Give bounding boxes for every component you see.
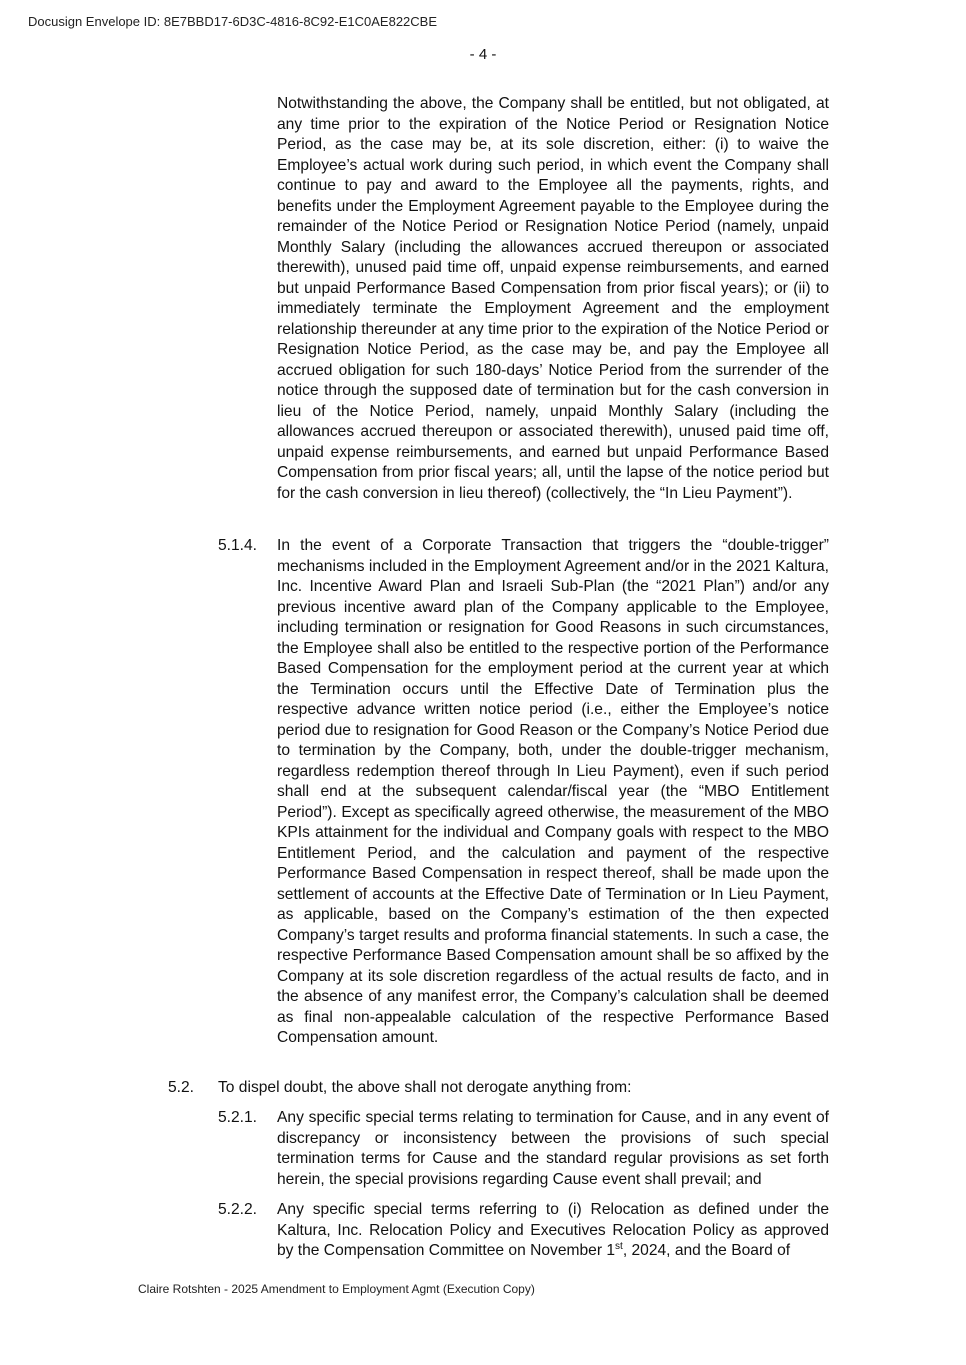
- section-5-2-2-text: [277, 1200, 829, 1262]
- docusign-envelope-id: Docusign Envelope ID: 8E7BBD17-6D3C-4816-8C92-E1C0AE822CBE: [28, 14, 438, 29]
- continuation-paragraph: Notwithstanding the above, the Company shall be entitled, but not obligated, at any time prior to the expiration of the Notice Period or Resignation Notice Period, as the case may be, at its sole discretion, either: (i) to waive the Employee’s actual work during such period, in which event the Company shall continue to pay and award to the Employee all the payments, rights, and benefits under the Employment Agreement payable to the Employee during the remainder of the Notice Period or Resignation Notice Period (namely, unpaid Monthly Salary (including the allowances accrued thereupon or associated therewith), unused paid time off, unpaid expense reimbursements, and earned but unpaid Performance Based Compensation from prior fiscal years); or (ii) to immediately terminate the Employment Agreement and the employment relationship thereunder at any time prior to the expiration of the Notice Period or Resignation Notice Period, as the case may be, and pay the Employee all accrued obligation for such 180-days’ Notice Period from the surrender of the notice through the supposed date of termination but for the cash conversion in lieu of the Notice Period, namely, unpaid Monthly Salary (including the allowances accrued thereupon or associated therewith), unused paid time off, unpaid expense reimbursements, and earned but unpaid Performance Based Compensation from prior fiscal years; all, until the lapse of the notice period but for the cash conversion in lieu thereof) (collectively, the “In Lieu Payment”).: [277, 95, 829, 502]
- section-5-2-text: To dispel doubt, the above shall not derogate anything from:: [218, 1079, 632, 1096]
- section-5-2-number: 5.2.: [168, 1079, 195, 1096]
- section-5-2-1-text: Any specific special terms relating to termination for Cause, and in any event of discrepancy or inconsistency between the provisions of such special termination terms for Cause and the standard regular provisions as set forth herein, the special provisions regarding Cause event shall prevail; and: [277, 1109, 829, 1188]
- section-5-2-2-text-tail: , 2024, and the Board of: [622, 1242, 791, 1259]
- section-5-1-4-number: 5.1.4.: [218, 537, 258, 554]
- document-footer: Claire Rotshten - 2025 Amendment to Employment Agmt (Execution Copy): [138, 1282, 535, 1296]
- page-number: - 4 -: [469, 46, 497, 63]
- section-5-2-1-number: 5.2.1.: [218, 1109, 258, 1126]
- ordinal-superscript: st: [615, 1240, 623, 1252]
- section-5-2-2-text-main: Any specific special terms referring to (i) Relocation as defined under the Kaltura, Inc. Relocation Policy and Executives Relocation Policy as approved by the Compensation Committee on November 1: [277, 1201, 829, 1259]
- section-5-1-4-text: In the event of a Corporate Transaction that triggers the “double-trigger” mechanisms included in the Employment Agreement and/or in the 2021 Kaltura, Inc. Incentive Award Plan and Israeli Sub-Plan (the “2021 Plan”) and/or any previous incentive award plan of the Company applicable to the Employee, including termination or resignation for Good Reasons in such circumstances, the Employee shall also be entitled to the respective portion of the Performance Based Compensation for the employment period at the current year at which the Termination occurs until the Effective Date of Termination plus the respective advance written notice period (i.e., either the Employee’s notice period due to resignation for Good Reason or the Company’s Notice Period due to termination by the Company, both, under the double-trigger mechanism, regardless redemption thereof through In Lieu Payment), even if such period shall end at the subsequent calendar/fiscal year (the “MBO Entitlement Period”). Except as specifically agreed otherwise, the measurement of the MBO KPIs attainment for the individual and Company goals with respect to the MBO Entitlement Period, and the calculation and payment of the respective Performance Based Compensation in respect thereof, shall be made upon the settlement of accounts at the Effective Date of Termination or In Lieu Payment, as applicable, based on the Company’s estimation of the then expected Company’s target results and proforma financial statements. In such a case, the respective Performance Based Compensation amount shall be so affixed by the Company at its sole discretion regardless of the actual results de facto, and in the absence of any manifest error, the Company’s calculation shall be deemed as final non-appealable calculation of the respective Performance Based Compensation amount.: [277, 537, 829, 1046]
- section-5-2-2-number: 5.2.2.: [218, 1201, 258, 1218]
